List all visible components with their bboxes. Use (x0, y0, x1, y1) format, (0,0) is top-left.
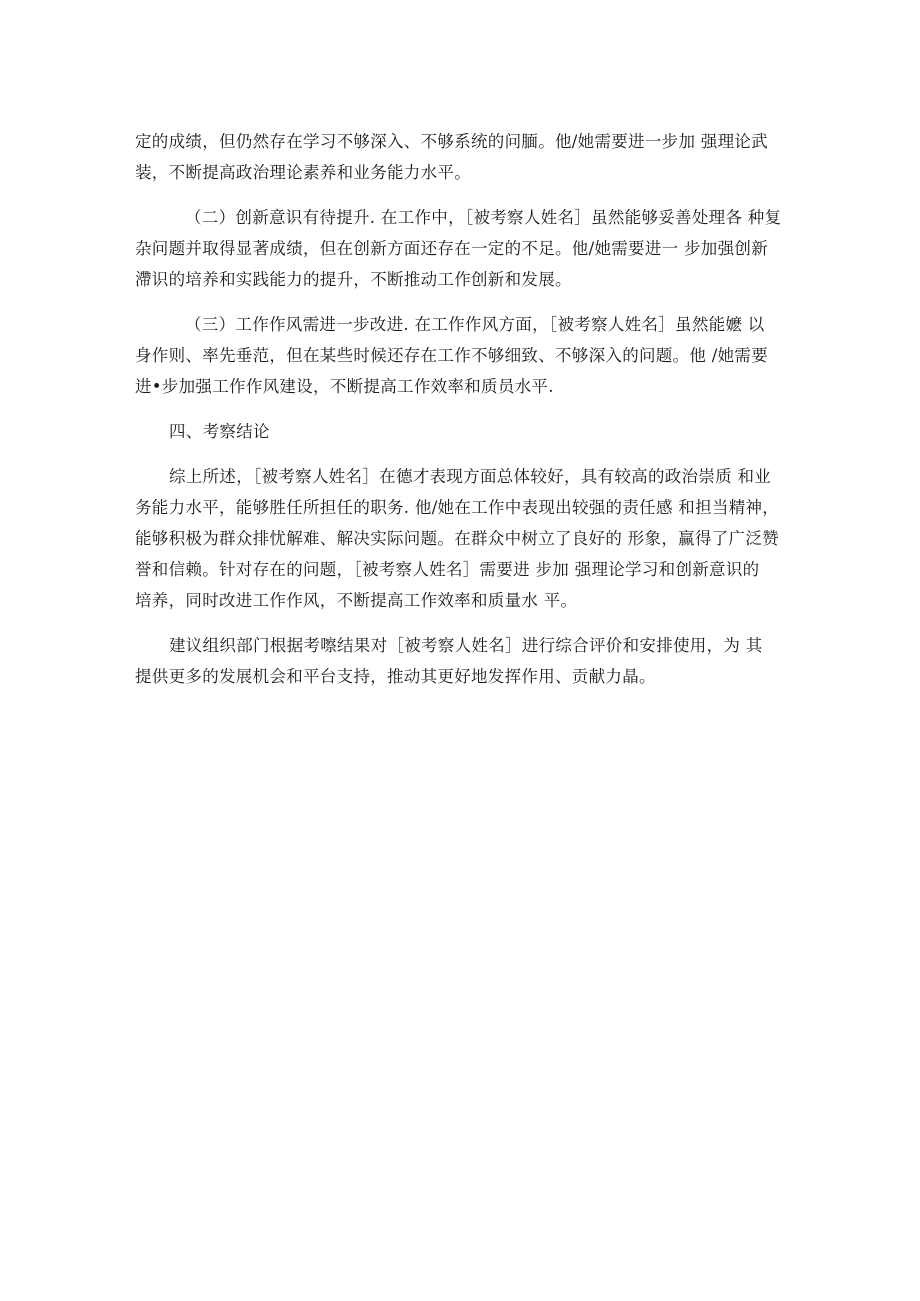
text-line: 誉和信赖。针对存在的问题，［被考察人姓名］需要进 步加 强理论学习和创新意识的 (135, 560, 760, 579)
text-line: 能够积极为群众排忧解难、解决实际问题。在群众中树立了良好的 形象，赢得了广泛赞 (135, 529, 779, 548)
text-line: 进•步加强工作作风建设，不断提高工作效率和质员水平. (135, 377, 554, 396)
text-line: 装，不断提高政治理论素养和业务能力水平。 (135, 163, 471, 182)
text-line: 建议组织部门根据考嚓结果对［被考察人姓名］进行综合评价和安排使用，为 其 (169, 636, 763, 655)
section-heading-text: 四、考察结论 (169, 422, 270, 441)
text-line: 滯识的培养和实践能力的提升，不断推动工作创新和发展。 (135, 270, 572, 289)
paragraph-study-issue (135, 126, 790, 188)
paragraph-recommendation (135, 630, 790, 692)
text-line: 定的成绩，但仍然存在学习不够深入、不够系统的问腼。他/她需要进一步加 强理论武 (135, 132, 769, 151)
text-line: 身作则、率先垂范，但在某些时候还存在工作不够细致、不够深入的问题。他 /她需要 (135, 346, 769, 365)
text-line: 提供更多的发展机会和平台支持，推动其更好地发挥作用、贡献力晶。 (135, 667, 656, 686)
text-line: 培养，同时改进工作作风，不断提高工作效率和质量水 平。 (135, 591, 578, 610)
text-line: 杂问题并取得显著成绩，但在创新方面还存在一定的不足。他/她需要进一 步加强创新 (135, 239, 769, 258)
text-line: 综上所述，［被考察人姓名］在德才表现方面总体较好，具有较高的政治崇质 和业 (169, 467, 772, 486)
text-line: （二）创新意识有待提升. 在工作中，［被考察人姓名］虽然能够妥善处理各 种复 (185, 208, 782, 227)
paragraph-summary (135, 461, 790, 616)
paragraph-work-style (135, 309, 790, 402)
paragraph-innovation (135, 202, 790, 295)
text-line: （三）工作作风需进一步改进. 在工作作风方面，［被考察人姓名］虽然能嬷 以 (185, 315, 765, 334)
document-body (135, 126, 790, 692)
section-heading-conclusion (135, 416, 790, 447)
text-line: 务能力水平，能够胜任所担任的职务. 他/她在工作中表现出较强的责任感 和担当精神， (135, 498, 780, 517)
